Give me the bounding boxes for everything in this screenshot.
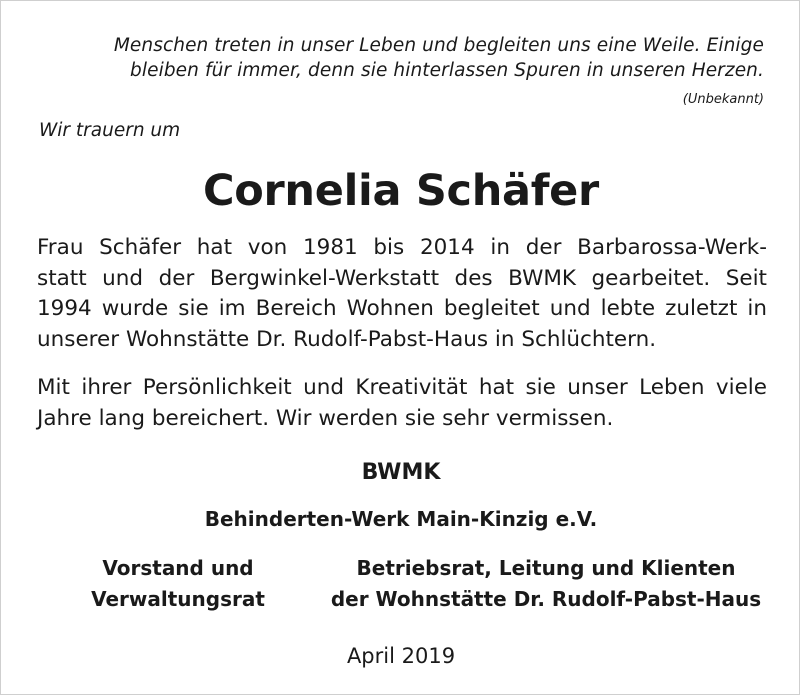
quote-author: (Unbekannt) [682,92,764,107]
paragraph-line: Frau Schäfer hat von 1981 bis 2014 in der Barbarossa-Werk- [37,235,767,260]
signature-line: Betriebsrat, Leitung und Klienten [356,556,736,580]
paragraph-line: unserer Wohnstätte Dr. Rudolf-Pabst-Haus in Schlüchtern. [37,326,657,352]
signature-line: Vorstand und [102,556,254,580]
notice-date: April 2019 [346,644,456,668]
paragraph-line: statt und der Bergwinkel-Werkstatt des BWMK gearbeitet. Seit [37,265,767,291]
quote-line: Menschen treten in unser Leben und begleiten uns eine Weile. Einige [113,35,764,56]
deceased-name: Cornelia Schäfer [203,166,599,216]
intro-text: Wir trauern um [39,120,181,141]
paragraph-line: 1994 wurde sie im Bereich Wohnen begleitet und lebte zuletzt in [37,296,767,321]
paragraph-line: Jahre lang bereichert. Wir werden sie sehr vermissen. [37,405,614,431]
organization-short-name: BWMK [361,460,441,485]
memorial-quote [24,33,764,83]
quote-line: bleiben für immer, denn sie hinterlassen Spuren in unseren Herzen. [130,60,764,81]
signature-board [63,553,293,615]
tribute-paragraph [37,373,767,434]
paragraph-line: Mit ihrer Persönlichkeit und Kreativität hat sie unser Leben viele [37,375,767,400]
signature-line: Verwaltungsrat [91,587,265,611]
organization-full-name: Behinderten-Werk Main-Kinzig e.V. [204,507,598,531]
signature-line: der Wohnstätte Dr. Rudolf-Pabst-Haus [330,587,762,611]
biography-paragraph [37,233,767,355]
signature-staff [319,553,773,615]
